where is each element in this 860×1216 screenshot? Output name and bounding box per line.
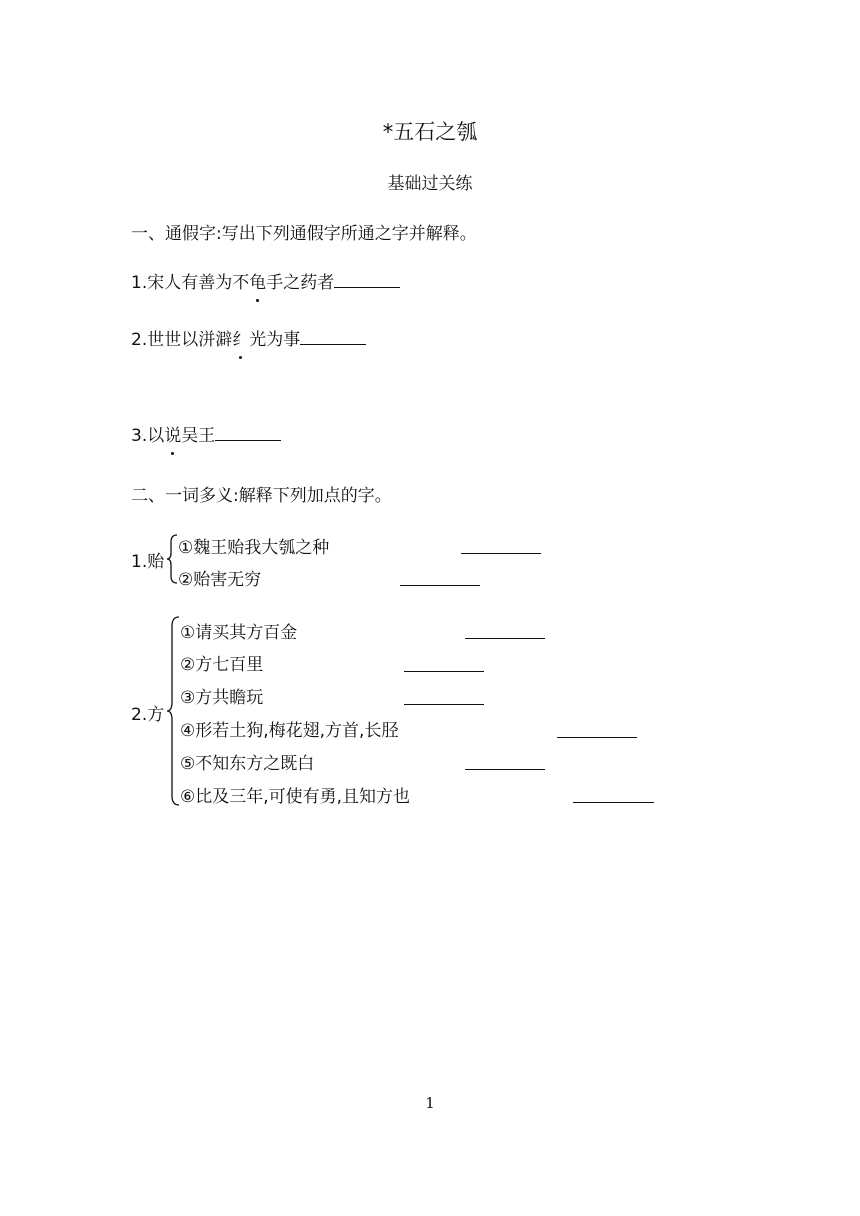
page-title: *五石之瓠 [382,120,478,144]
section-1-heading: 一、通假字:写出下列通假字所通之字并解释。 [131,224,477,244]
tongjia-item-1 [131,268,400,293]
page-number: 1 [425,1094,435,1112]
answer-blank[interactable] [573,802,654,803]
answer-blank[interactable] [465,769,545,770]
tongjia-item-3 [131,421,281,446]
item-text-pre: 2.世世以洴澼 [131,330,233,350]
group-2-label: 2.方 [131,705,165,725]
group-2-item-5: ⑤不知东方之既白 [180,754,315,774]
item-text-pre: 3.以 [131,426,165,446]
item-text-post: 吴王 [181,426,216,446]
item-text-post: 光为事 [249,330,301,350]
page-subtitle: 基础过关练 [387,174,473,194]
group-2-item-2: ②方七百里 [180,655,264,675]
group-2-item-4: ④形若土狗,梅花翅,方首,长胫 [180,721,399,741]
answer-blank[interactable] [404,671,484,672]
answer-blank[interactable] [465,638,545,639]
group-1-label: 1.贻 [131,552,165,572]
answer-blank[interactable] [400,585,480,586]
tongjia-item-2 [131,325,366,350]
answer-blank[interactable] [300,343,366,345]
dotted-char: 纟 [232,325,249,350]
dotted-char: 龟 [249,268,266,293]
answer-blank[interactable] [461,553,541,554]
brace-icon [165,614,181,808]
group-1-item-2: ②贻害无穷 [178,570,262,590]
answer-blank[interactable] [404,704,484,705]
group-2-item-1: ①请买其方百金 [180,623,298,643]
brace-icon [165,533,179,585]
answer-blank[interactable] [215,439,281,441]
item-text-pre: 1.宋人有善为不 [131,273,250,293]
item-text-post: 手之药者 [266,273,335,293]
group-2-item-3: ③方共瞻玩 [180,688,264,708]
group-2-item-6: ⑥比及三年,可使有勇,且知方也 [180,787,411,807]
answer-blank[interactable] [557,737,637,738]
answer-blank[interactable] [334,286,400,288]
section-2-heading: 二、一词多义:解释下列加点的字。 [131,486,392,506]
dotted-char: 说 [164,421,181,446]
group-1-item-1: ①魏王贻我大瓠之种 [178,538,330,558]
